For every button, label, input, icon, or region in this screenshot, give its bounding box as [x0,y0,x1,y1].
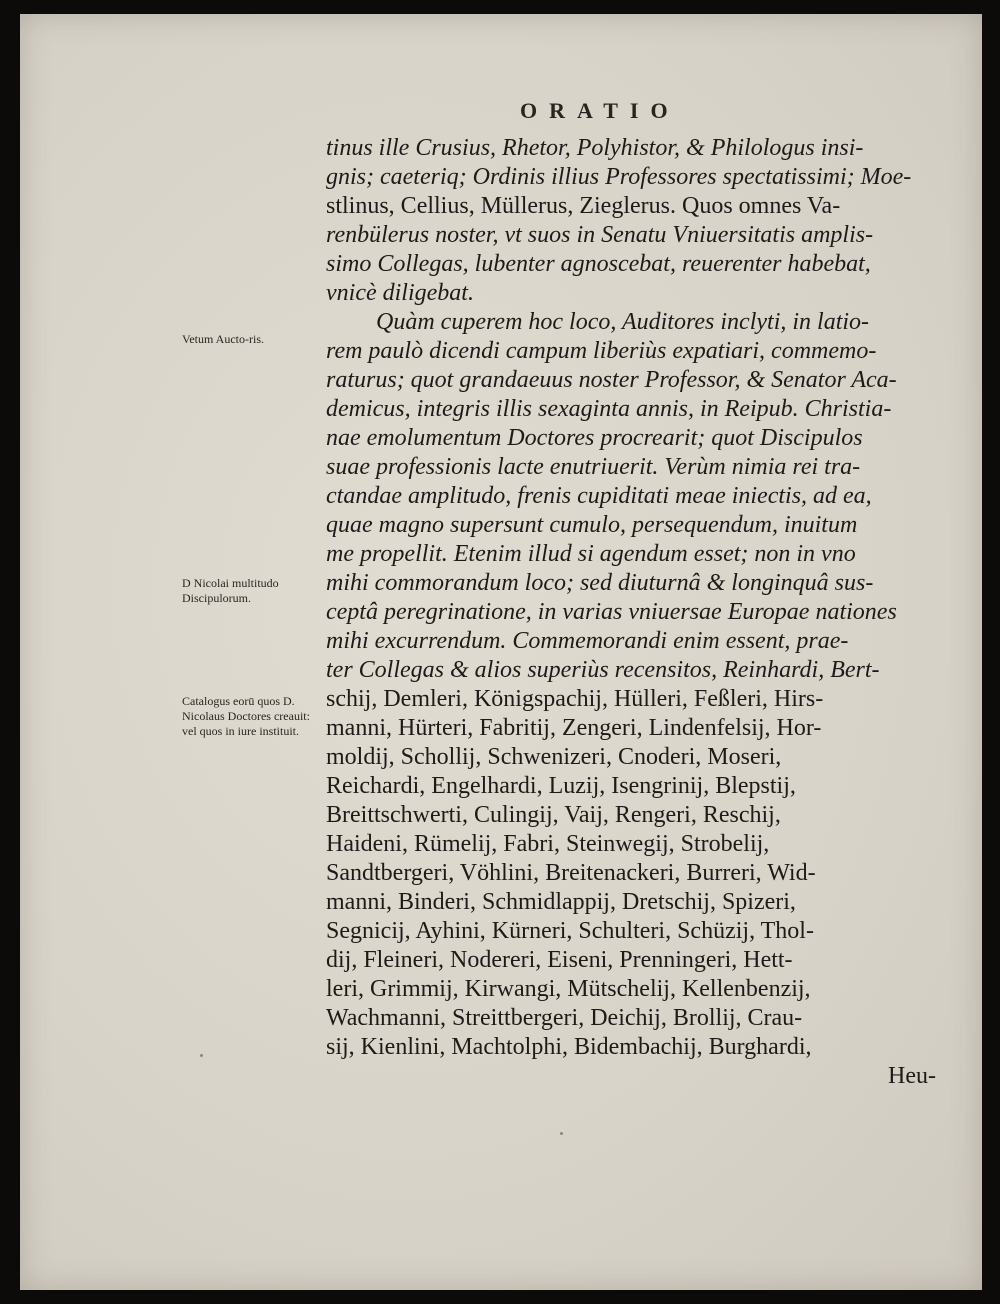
text-line: Wachmanni, Streittbergeri, Deichij, Brollij, Crau- [326,1005,803,1031]
main-text-block [326,134,936,1091]
text-line: Reichardi, Engelhardi, Luzij, Isengrinij, Blepstij, [326,773,796,799]
text-line: moldij, Schollij, Schwenizeri, Cnoderi, Moseri, [326,744,782,770]
text-line: Haideni, Rümelij, Fabri, Steinwegij, Strobelij, [326,831,770,857]
text-line: mihi commorandum loco; sed diuturnâ & longinquâ sus- [326,570,874,596]
paper-speck [560,1132,563,1135]
text-line: Breittschwerti, Culingij, Vaij, Rengeri, Reschij, [326,802,781,828]
text-line: schij, Demleri, Königspachij, Hülleri, Feßleri, Hirs- [326,686,824,712]
text-line: manni, Binderi, Schmidlappij, Dretschij, Spizeri, [326,889,796,915]
text-line: demicus, integris illis sexaginta annis, in Reipub. Christia- [326,396,892,422]
margin-note-1: Vetum Aucto-ris. [182,332,264,346]
text-line: sij, Kienlini, Machtolphi, Bidembachij, Burghardi, [326,1034,812,1060]
text-line: quae magno supersunt cumulo, persequendum, inuitum [326,512,858,538]
text-line: ceptâ peregrinatione, in varias vniuersae Europae nationes [326,599,897,625]
text-line: leri, Grimmij, Kirwangi, Mütschelij, Kellenbenzij, [326,976,811,1002]
text-line: simo Collegas, lubenter agnoscebat, reuerenter habebat, [326,251,871,277]
text-line: mihi excurrendum. Commemorandi enim essent, prae- [326,628,849,654]
text-line: stlinus, Cellius, Müllerus, Zieglerus. Quos omnes Va- [326,193,841,219]
book-page [20,14,982,1290]
text-line: suae professionis lacte enutriuerit. Verùm nimia rei tra- [326,454,861,480]
text-line: vnicè diligebat. [326,280,474,306]
text-line: nae emolumentum Doctores procrearit; quot Discipulos [326,425,863,451]
text-line: me propellit. Etenim illud si agendum esset; non in vno [326,541,856,567]
text-line: ter Collegas & alios superiùs recensitos, Reinhardi, Bert- [326,657,880,683]
text-line: rem paulò dicendi campum liberiùs expatiari, commemo- [326,338,877,364]
margin-note-2: D Nicolai multitudo Discipulorum. [182,576,279,605]
text-line: Sandtbergeri, Vöhlini, Breitenackeri, Burreri, Wid- [326,860,816,886]
text-line: manni, Hürteri, Fabritij, Zengeri, Lindenfelsij, Hor- [326,715,822,741]
text-line: tinus ille Crusius, Rhetor, Polyhistor, & Philologus insi- [326,135,864,161]
text-line: raturus; quot grandaeuus noster Professor, & Senator Aca- [326,367,897,393]
text-line: dij, Fleineri, Nodereri, Eiseni, Prenningeri, Hett- [326,947,793,973]
text-line: ctandae amplitudo, frenis cupiditati meae iniectis, ad ea, [326,483,872,509]
text-line: Segnicij, Ayhini, Kürneri, Schulteri, Schüzij, Thol- [326,918,814,944]
margin-note-3: Catalogus eorū quos D. Nicolaus Doctores creauit: vel quos in iure instituit. [182,694,310,738]
catchword: Heu- [888,1063,936,1089]
running-header: ORATIO [520,98,680,123]
text-line: Quàm cuperem hoc loco, Auditores inclyti, in latio- [376,309,870,335]
text-line: gnis; caeteriq; Ordinis illius Professores spectatissimi; Moe- [326,164,912,190]
text-line: renbülerus noster, vt suos in Senatu Vniuersitatis amplis- [326,222,874,248]
paper-speck [200,1054,203,1057]
